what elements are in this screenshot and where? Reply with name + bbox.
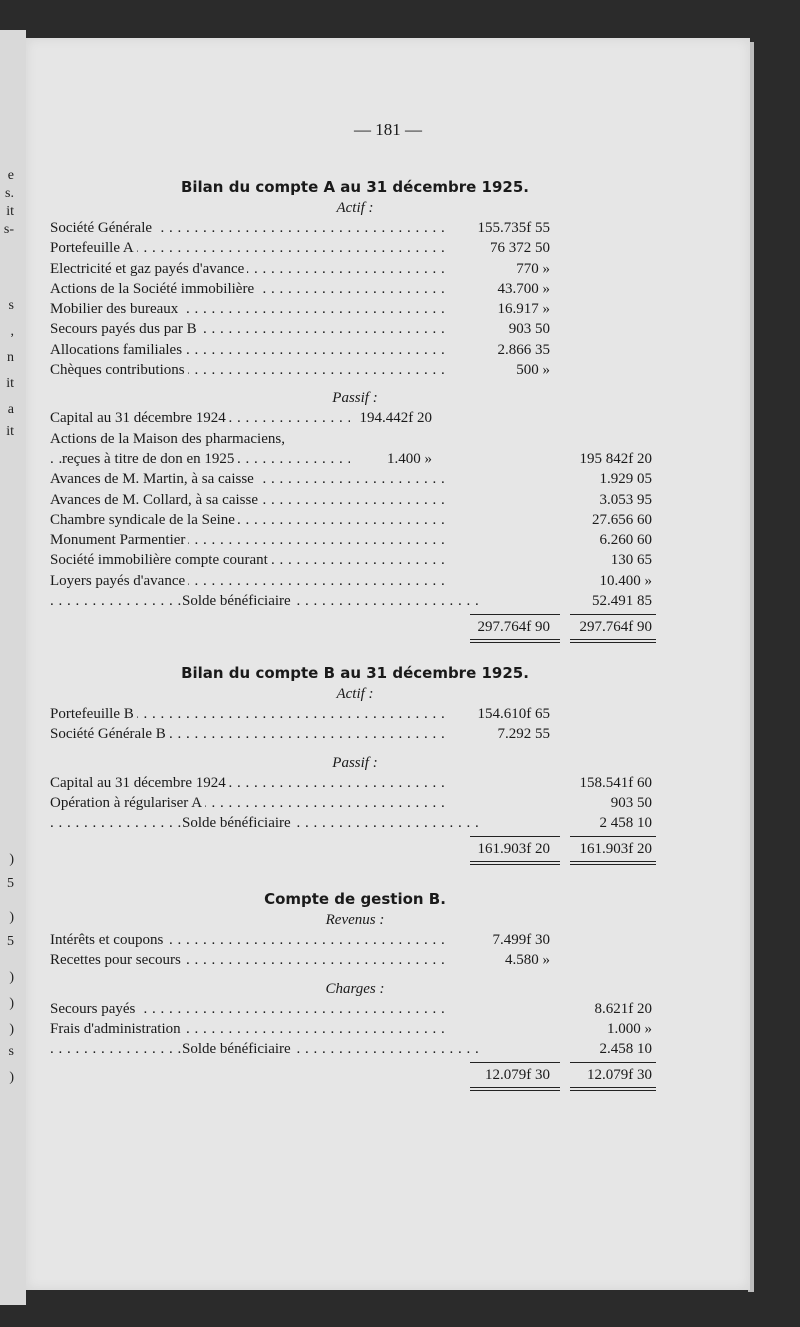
row-value: 500 » (516, 362, 550, 379)
row-label: Société Générale B (50, 726, 169, 742)
row-label: Société immobilière compte courant (50, 552, 271, 568)
bilan-compte-a (50, 176, 660, 644)
prev-fragment: ) (9, 852, 14, 867)
row-value: 10.400 » (599, 572, 652, 589)
table-row (50, 793, 660, 813)
table-row (50, 259, 660, 279)
actif-heading: Actif : (336, 686, 374, 702)
row-label: Secours payés dus par B (50, 321, 200, 337)
row-value: 158.541f 60 (579, 774, 652, 791)
table-row (50, 218, 660, 238)
prev-fragment: ) (9, 970, 14, 985)
row-label: Electricité et gaz payés d'avance (50, 261, 247, 277)
table-row (50, 950, 660, 970)
row-label: Loyers payés d'avance (50, 573, 188, 589)
table-row (50, 530, 660, 550)
table-row (50, 360, 660, 380)
row-value: 4.580 » (505, 952, 550, 969)
table-row (50, 1019, 660, 1039)
row-value: 155.735f 55 (477, 220, 550, 236)
table-row (50, 1039, 660, 1059)
row-value: 76 372 50 (490, 240, 550, 257)
passif-heading: Passif : (332, 754, 378, 771)
row-value: 7.499f 30 (492, 932, 550, 948)
row-value: 903 50 (508, 321, 550, 338)
row-value: 7.292 55 (497, 726, 550, 743)
prev-fragment: s (8, 1044, 14, 1059)
row-label: Portefeuille B (50, 706, 137, 722)
table-row (50, 340, 660, 360)
total-passif: 161.903f 20 (579, 841, 652, 858)
row-label: Frais d'administration (50, 1021, 184, 1037)
row-value: 43.700 » (497, 280, 550, 297)
row-label: Opération à régulariser A (50, 795, 205, 811)
prev-fragment: it (6, 376, 14, 391)
passif-heading: Passif : (332, 390, 378, 407)
row-value: 903 50 (610, 794, 652, 811)
table-row (50, 279, 660, 299)
table-row (50, 704, 660, 724)
prev-fragment: , (10, 324, 14, 339)
table-row (50, 319, 660, 339)
prev-fragment: e (7, 168, 14, 183)
total-double-rule (50, 638, 660, 644)
prev-fragment: ) (9, 996, 14, 1011)
total-actif: 161.903f 20 (477, 841, 550, 858)
row-inner-value: 1.400 » (387, 450, 432, 467)
prev-fragment: it (6, 424, 14, 439)
row-label: Recettes pour secours (50, 952, 184, 968)
row-value: 52.491 85 (592, 593, 652, 610)
prev-fragment: s. (5, 186, 14, 201)
row-label: Chèques contributions (50, 362, 188, 378)
table-row (50, 550, 660, 570)
table-row (50, 429, 660, 449)
row-label: Capital au 31 décembre 1924 (50, 410, 229, 426)
row-label: Capital au 31 décembre 1924 (50, 775, 229, 791)
row-label: Solde bénéficiaire (182, 815, 294, 831)
table-row (50, 408, 660, 428)
table-row (50, 238, 660, 258)
total-revenus: 12.079f 30 (485, 1067, 550, 1084)
row-label: Solde bénéficiaire (182, 593, 294, 609)
charges-heading: Charges : (325, 980, 385, 997)
total-row (50, 617, 660, 637)
table-row (50, 930, 660, 950)
row-label: Secours payés (50, 1001, 138, 1017)
row-value: 770 » (516, 260, 550, 277)
prev-fragment: s- (3, 222, 14, 237)
total-charges: 12.079f 30 (587, 1067, 652, 1084)
prev-fragment: 5 (7, 934, 14, 949)
table-row (50, 773, 660, 793)
compte-gestion-b (50, 888, 660, 1092)
row-label: Société Générale (50, 220, 155, 236)
row-value: 27.656 60 (592, 511, 652, 528)
row-value: 154.610f 65 (477, 706, 550, 722)
page-number: — 181 — (354, 120, 422, 139)
table-row (50, 490, 660, 510)
row-value: 8.621f 20 (594, 1000, 652, 1017)
row-value: 195 842f 20 (579, 450, 652, 467)
row-label: Allocations familiales (50, 342, 185, 358)
bilan-compte-b (50, 662, 660, 866)
row-value: 1.000 » (607, 1020, 652, 1037)
row-value: 2.458 10 (599, 1041, 652, 1058)
table-row (50, 591, 660, 611)
row-value: 1.929 05 (599, 471, 652, 488)
prev-fragment: 5 (7, 876, 14, 891)
prev-fragment: ) (9, 1070, 14, 1085)
total-row (50, 839, 660, 859)
table-row (50, 449, 660, 469)
section-title: Bilan du compte B au 31 décembre 1925. (181, 664, 529, 682)
row-label: Solde bénéficiaire (182, 1041, 294, 1057)
total-double-rule (50, 860, 660, 866)
section-title: Bilan du compte A au 31 décembre 1925. (180, 178, 530, 196)
row-label: Avances de M. Martin, à sa caisse (50, 471, 257, 487)
row-label: Actions de la Société immobilière (50, 281, 257, 297)
row-label: reçues à titre de don en 1925 (62, 451, 237, 467)
prev-fragment: s (8, 298, 14, 313)
total-double-rule (50, 1086, 660, 1092)
table-row (50, 299, 660, 319)
row-value: 2.866 35 (497, 341, 550, 358)
total-row (50, 1065, 660, 1085)
row-inner-value: 194.442f 20 (359, 410, 432, 427)
row-label: Avances de M. Collard, à sa caisse (50, 492, 261, 508)
table-row (50, 469, 660, 489)
section-title: Compte de gestion B. (264, 890, 446, 908)
row-label: Mobilier des bureaux (50, 301, 181, 317)
prev-fragment: n (7, 350, 14, 365)
revenus-heading: Revenus : (325, 912, 385, 928)
table-row (50, 999, 660, 1019)
row-label: Portefeuille A (50, 240, 137, 256)
previous-page-edge (0, 30, 26, 1305)
prev-fragment: ) (9, 910, 14, 925)
prev-fragment: a (7, 402, 14, 417)
row-value: 6.260 60 (599, 532, 652, 549)
table-row (50, 813, 660, 833)
table-row (50, 724, 660, 744)
row-label: Actions de la Maison des pharmaciens, (50, 431, 288, 447)
row-value: 16.917 » (497, 301, 550, 318)
row-label: Monument Parmentier (50, 532, 188, 548)
prev-fragment: ) (9, 1022, 14, 1037)
row-value: 130 65 (610, 552, 652, 569)
table-row (50, 510, 660, 530)
row-value: 2 458 10 (599, 815, 652, 832)
document-page (26, 38, 750, 1290)
row-label: Chambre syndicale de la Seine (50, 512, 238, 528)
row-label: Intérêts et coupons (50, 932, 166, 948)
prev-fragment: it (6, 204, 14, 219)
total-passif: 297.764f 90 (579, 619, 652, 636)
actif-heading: Actif : (336, 200, 374, 216)
total-actif: 297.764f 90 (477, 619, 550, 636)
table-row (50, 571, 660, 591)
row-value: 3.053 95 (599, 491, 652, 508)
